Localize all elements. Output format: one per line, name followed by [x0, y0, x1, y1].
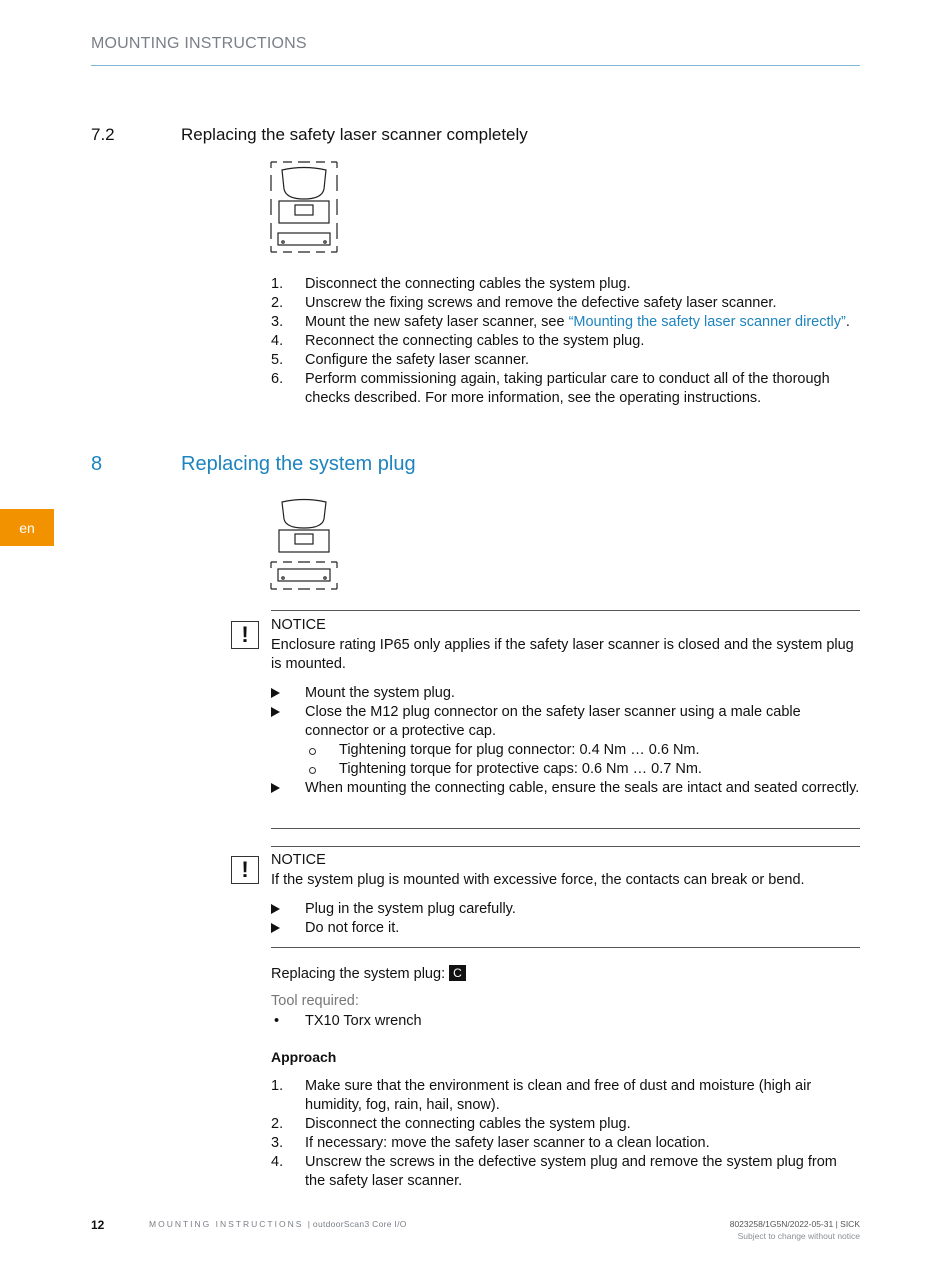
list-item: 5. Configure the safety laser scanner. — [271, 352, 530, 368]
notice-rule-top — [271, 846, 860, 847]
list-item: When mounting the connecting cable, ensure the seals are intact and seated correctly. — [271, 779, 861, 798]
list-item: 1. Make sure that the environment is clean and free of dust and moisture (high air humidity, fog, rain, hail, snow). — [271, 1078, 812, 1113]
figure-reference: Replacing the system plug: C — [271, 965, 466, 984]
system-plug-illustration — [270, 497, 338, 591]
notice-text: Enclosure rating IP65 only applies if the safety laser scanner is closed and the system plug is mounted. — [271, 637, 854, 672]
notice-label: NOTICE — [271, 617, 326, 633]
warning-exclamation-icon: ! — [231, 856, 259, 884]
list-item: Tightening torque for protective caps: 0.6 Nm … 0.7 Nm. — [305, 760, 861, 779]
footer-document-title: MOUNTING INSTRUCTIONS | outdoorScan3 Core I/O — [149, 1219, 407, 1229]
header-rule — [91, 65, 860, 66]
footer-reference: 8023258/1G5N/2022-05-31 | SICK Subject to change without notice — [729, 1219, 860, 1241]
list-item: Do not force it. — [271, 919, 861, 938]
section-number-8: 8 — [91, 453, 103, 475]
arrow-bullet-icon — [271, 904, 280, 914]
list-item: 3. If necessary: move the safety laser scanner to a clean location. — [271, 1135, 710, 1151]
tool-required-label: Tool required: — [271, 993, 359, 1009]
dot-bullet-icon: • — [274, 1013, 280, 1029]
arrow-bullet-icon — [271, 783, 280, 793]
section-title-7-2: Replacing the safety laser scanner completely — [181, 125, 528, 144]
page-number: 12 — [91, 1218, 105, 1232]
notice-rule-bottom — [271, 828, 860, 829]
replace-plug-steps — [271, 1077, 861, 1191]
list-item: 2. Disconnect the connecting cables the system plug. — [271, 1116, 631, 1132]
notice-action-list — [271, 900, 861, 938]
section-title-8: Replacing the system plug — [181, 453, 416, 475]
language-tab: en — [0, 509, 54, 546]
running-header: MOUNTING INSTRUCTIONS — [91, 35, 307, 52]
replace-scanner-steps — [271, 275, 871, 408]
torque-sublist — [305, 741, 861, 779]
approach-heading: Approach — [271, 1049, 337, 1065]
list-item: Close the M12 plug connector on the safety laser scanner using a male cable connector or a protective cap. Tightening torque for plug connector: 0.4 Nm … 0.6 Nm. Tightening torque for protective caps: 0.6 Nm … 0.7 Nm. — [271, 703, 861, 779]
notice-rule-top — [271, 610, 860, 611]
arrow-bullet-icon — [271, 923, 280, 933]
list-item: 4. Unscrew the screws in the defective system plug and remove the system plug from the safety laser scanner. — [271, 1154, 837, 1189]
mounting-directly-link[interactable]: “Mounting the safety laser scanner directly” — [568, 314, 846, 330]
section-number-7-2: 7.2 — [91, 125, 115, 144]
list-item: 2. Unscrew the fixing screws and remove the defective safety laser scanner. — [271, 295, 777, 311]
list-item: Mount the system plug. — [271, 684, 861, 703]
circle-bullet-icon — [309, 767, 316, 774]
list-item: Tightening torque for plug connector: 0.4 Nm … 0.6 Nm. — [305, 741, 861, 760]
circle-bullet-icon — [309, 748, 316, 755]
arrow-bullet-icon — [271, 688, 280, 698]
list-item: 6. Perform commissioning again, taking particular care to conduct all of the thorough checks described. For more information, see the operating instructions. — [271, 371, 830, 406]
scanner-complete-illustration — [270, 161, 338, 253]
notice-text: If the system plug is mounted with excessive force, the contacts can break or bend. — [271, 872, 805, 888]
list-item: Plug in the system plug carefully. — [271, 900, 861, 919]
list-item: 1. Disconnect the connecting cables the system plug. — [271, 276, 631, 292]
notice-action-list — [271, 684, 861, 798]
list-item: 3. Mount the new safety laser scanner, see “Mounting the safety laser scanner directly”. — [271, 314, 850, 330]
notice-label: NOTICE — [271, 852, 326, 868]
list-item: 4. Reconnect the connecting cables to the system plug. — [271, 333, 645, 349]
warning-exclamation-icon: ! — [231, 621, 259, 649]
figure-letter-badge: C — [449, 965, 466, 981]
notice-rule-bottom — [271, 947, 860, 948]
arrow-bullet-icon — [271, 707, 280, 717]
